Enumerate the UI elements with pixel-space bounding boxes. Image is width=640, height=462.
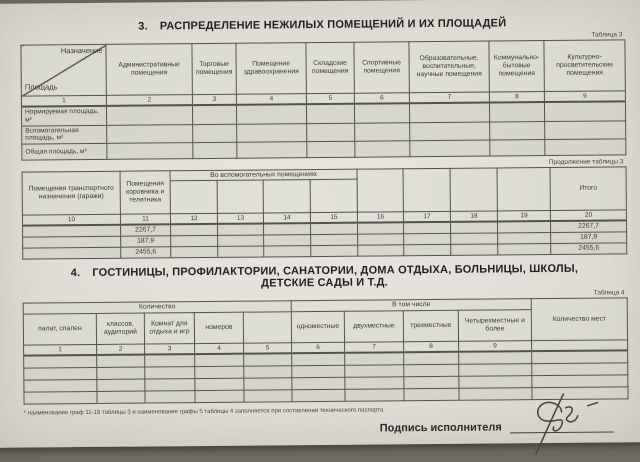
column-header-educational: Образовательные, воспитательные, научные помещения xyxy=(409,41,489,93)
section3-title xyxy=(20,16,624,33)
section3-number: 3. xyxy=(138,20,148,33)
table-cell xyxy=(292,389,345,401)
group-header-including: В том числе xyxy=(291,299,531,312)
table-cell xyxy=(459,375,532,388)
table-cell xyxy=(544,101,625,121)
column-header-restrooms: Комнат для отдыха и игр xyxy=(144,313,194,344)
column-number: 18 xyxy=(450,211,497,222)
column-header-trade: Торговые помещения xyxy=(192,43,236,94)
table-cell xyxy=(403,222,450,234)
table-cell xyxy=(410,122,490,141)
table-cell xyxy=(532,374,628,387)
table3-continuation-label: Продолжение таблицы 3 xyxy=(548,158,624,167)
column-header-sport: Спортивные помещения xyxy=(354,42,409,93)
table-cell xyxy=(244,353,292,365)
column-header-triple: трехместные xyxy=(403,310,458,341)
column-number: 1 xyxy=(21,95,106,106)
section4-title xyxy=(22,262,626,291)
column-number: 10 xyxy=(22,214,120,225)
table-cell xyxy=(97,379,145,391)
page-content xyxy=(20,16,628,437)
column-number: 17 xyxy=(403,211,450,222)
table-cell xyxy=(145,366,195,378)
table-cell xyxy=(193,142,237,158)
table-cell xyxy=(545,120,626,139)
table-cell xyxy=(23,225,121,237)
column-number: 5 xyxy=(306,93,354,104)
table-cell xyxy=(498,233,551,244)
aux-subcolumn xyxy=(310,179,357,212)
table-cell xyxy=(145,354,195,366)
column-number: 3 xyxy=(145,344,195,355)
table-cell xyxy=(24,355,97,368)
column-header-blank-18 xyxy=(450,168,497,211)
table-cell xyxy=(451,233,498,244)
table-cell xyxy=(218,246,264,257)
table-cell xyxy=(193,124,237,143)
table3-continuation xyxy=(22,166,628,259)
column-number: 9 xyxy=(544,91,625,102)
table-cell xyxy=(311,223,358,235)
table-cell xyxy=(107,143,193,160)
table-cell xyxy=(24,391,97,404)
column-header-single: одноместные xyxy=(291,311,344,342)
corner-label-ploshchad: Площадь xyxy=(24,82,58,92)
table-cell xyxy=(307,141,355,157)
table-cell xyxy=(404,376,459,388)
column-number: 6 xyxy=(292,342,345,353)
table-cell xyxy=(459,351,532,364)
aux-subcolumn xyxy=(170,180,217,213)
column-header-wards: палат, спален xyxy=(23,314,96,346)
column-number: 8 xyxy=(404,341,459,352)
table-cell xyxy=(264,223,311,235)
column-number: 7 xyxy=(409,92,489,103)
column-number: 8 xyxy=(489,92,544,103)
table-cell xyxy=(307,123,355,142)
column-header-rooms: номеров xyxy=(194,312,243,343)
table-cell xyxy=(97,391,145,403)
column-number: 2 xyxy=(106,95,192,106)
table-cell xyxy=(490,121,545,140)
table-cell xyxy=(404,364,459,376)
column-header-blank-16 xyxy=(357,169,403,212)
column-number: 2 xyxy=(97,344,145,355)
table-cell xyxy=(450,222,497,234)
table-cell xyxy=(145,390,195,402)
table-cell xyxy=(497,221,550,233)
table-cell xyxy=(489,102,544,122)
table-cell xyxy=(345,376,404,389)
column-number: 15 xyxy=(310,212,357,223)
column-number: 7 xyxy=(345,342,404,353)
column-number: 6 xyxy=(354,93,409,104)
table-cell xyxy=(532,350,628,363)
table-cell xyxy=(195,378,244,390)
corner-cell xyxy=(21,44,106,96)
table-cell xyxy=(357,222,403,234)
column-header-classes: классов, аудиторий xyxy=(96,313,144,344)
table-cell xyxy=(218,224,264,236)
table-cell xyxy=(404,244,451,255)
column-number: 14 xyxy=(263,213,310,224)
table4 xyxy=(23,297,629,404)
table-cell xyxy=(311,245,358,256)
column-header-double: двухместные xyxy=(344,311,403,343)
table-cell xyxy=(345,364,404,377)
group-header-quantity: Количество xyxy=(23,301,291,314)
handwritten-signature xyxy=(515,391,612,458)
column-header-communal: Коммунально-бытовые помещения xyxy=(489,41,544,92)
section4-title-text1: ГОСТИНИЦЫ, ПРОФИЛАКТОРИИ, САНАТОРИИ, ДОМА ОТДЫХА, БОЛЬНИЦЫ, ШКОЛЫ, xyxy=(92,262,579,280)
table-cell xyxy=(24,379,97,392)
table-cell xyxy=(23,236,121,248)
table-cell xyxy=(244,365,292,377)
column-header-storage: Складские помещения xyxy=(306,42,354,93)
table-cell xyxy=(171,246,218,257)
section4-number: 4. xyxy=(70,267,81,280)
table-cell xyxy=(451,244,498,255)
table-cell xyxy=(106,105,192,125)
aux-subcolumn xyxy=(217,180,263,213)
table-cell xyxy=(306,104,354,123)
corner-label-naznachenie: Назначение xyxy=(60,45,103,56)
table-cell xyxy=(171,235,218,246)
column-number: 12 xyxy=(170,213,217,224)
table-cell xyxy=(355,122,410,141)
column-header-blank-17 xyxy=(403,168,450,211)
table-cell xyxy=(244,389,292,401)
column-header-cultural: Культурно-просветительские помещения xyxy=(544,40,625,92)
table-cell xyxy=(292,365,345,377)
table-cell: Вспомогательная площадь, м² xyxy=(22,125,107,144)
table-cell xyxy=(145,378,195,390)
table-cell xyxy=(358,245,404,256)
column-header-blank-5 xyxy=(243,312,291,343)
table-cell xyxy=(358,234,404,245)
column-header-quad: Четырехместные и более xyxy=(458,310,531,342)
table-cell xyxy=(410,140,490,157)
table-cell xyxy=(292,377,345,389)
column-number: 1 xyxy=(24,345,97,356)
column-number: 4 xyxy=(236,94,306,105)
table-cell xyxy=(264,246,311,257)
aux-subcolumn xyxy=(263,180,310,213)
table-cell xyxy=(195,390,244,402)
signature-label: Подпись исполнителя xyxy=(379,421,502,435)
table-cell xyxy=(409,103,489,123)
column-header-seats: Количество мест xyxy=(531,298,627,341)
table-cell xyxy=(404,388,459,400)
section4-title-line2: ДЕТСКИЕ САДЫ И Т.Д. xyxy=(261,276,388,290)
table-cell xyxy=(195,366,244,378)
table-cell: 187,9 xyxy=(121,236,171,247)
table-cell xyxy=(404,352,459,364)
table3 xyxy=(20,39,626,160)
table-cell: Нормируемая площадь, м² xyxy=(21,106,106,126)
table-cell xyxy=(218,235,264,246)
table-cell: 2267,7 xyxy=(121,224,171,236)
column-number: 4 xyxy=(195,343,244,354)
table-cell xyxy=(545,139,626,156)
table-cell: 2455,6 xyxy=(551,243,627,255)
table-cell xyxy=(292,353,345,365)
table-cell xyxy=(244,377,292,389)
table-cell xyxy=(24,367,97,380)
table-cell xyxy=(195,354,244,366)
table3-label: Таблица 3 xyxy=(591,31,623,39)
table4-label: Таблица 4 xyxy=(593,289,625,297)
column-number: 9 xyxy=(459,341,532,352)
column-header-garage: Помещения транспортного назначения (гаражи) xyxy=(22,171,120,215)
table-cell xyxy=(23,247,121,259)
table-cell xyxy=(192,105,236,124)
column-number: 16 xyxy=(357,212,403,223)
column-number: 5 xyxy=(244,343,292,354)
table-cell xyxy=(97,367,145,379)
table-cell xyxy=(171,224,218,236)
footnote: * наименование граф 11-19 таблицы 3 и наименование графы 5 таблицы 4 заполняется при составлении технического паспорта xyxy=(23,407,384,417)
table3-continuation-body xyxy=(23,220,627,259)
table-cell xyxy=(459,363,532,376)
column-number: 3 xyxy=(192,94,236,105)
column-header-blank-19 xyxy=(497,168,550,211)
group-header-auxiliary: Во вспомогательных помещениях xyxy=(170,169,357,181)
table-cell xyxy=(345,388,404,401)
column-header-total: Итого xyxy=(550,167,626,211)
column-header-administrative: Административные помещения xyxy=(106,44,192,96)
section3-title-text: РАСПРЕДЕЛЕНИЕ НЕЖИЛЫХ ПОМЕЩЕНИЙ И ИХ ПЛОЩАДЕЙ xyxy=(159,17,507,33)
column-number: 20 xyxy=(550,210,626,221)
table-cell xyxy=(311,234,358,245)
table-cell xyxy=(237,123,307,142)
table-cell xyxy=(532,362,628,375)
table-cell xyxy=(107,124,193,143)
table-cell xyxy=(237,142,307,159)
column-number: 13 xyxy=(217,213,263,224)
signature-block xyxy=(24,417,628,437)
table-cell: 2455,6 xyxy=(121,247,171,258)
table-cell xyxy=(354,103,409,123)
column-header-barn: Помещения коровника и телятника xyxy=(120,171,170,214)
table-cell xyxy=(404,233,451,244)
table-cell: 2267,7 xyxy=(550,220,626,232)
table-cell xyxy=(97,355,145,367)
table-cell: Общая площадь, м² xyxy=(22,143,107,160)
table-cell xyxy=(498,244,551,255)
column-number: 11 xyxy=(120,214,170,225)
table-cell xyxy=(490,140,545,156)
column-number: 19 xyxy=(497,211,550,222)
table-cell xyxy=(355,141,410,157)
signature-line xyxy=(510,417,614,433)
table-cell xyxy=(264,235,311,246)
table3-body xyxy=(21,101,625,160)
column-header-healthcare: Помещение здравоохранения xyxy=(236,43,306,95)
table-cell xyxy=(345,352,404,365)
table-cell xyxy=(236,104,306,124)
table-cell: 187,9 xyxy=(551,232,627,244)
